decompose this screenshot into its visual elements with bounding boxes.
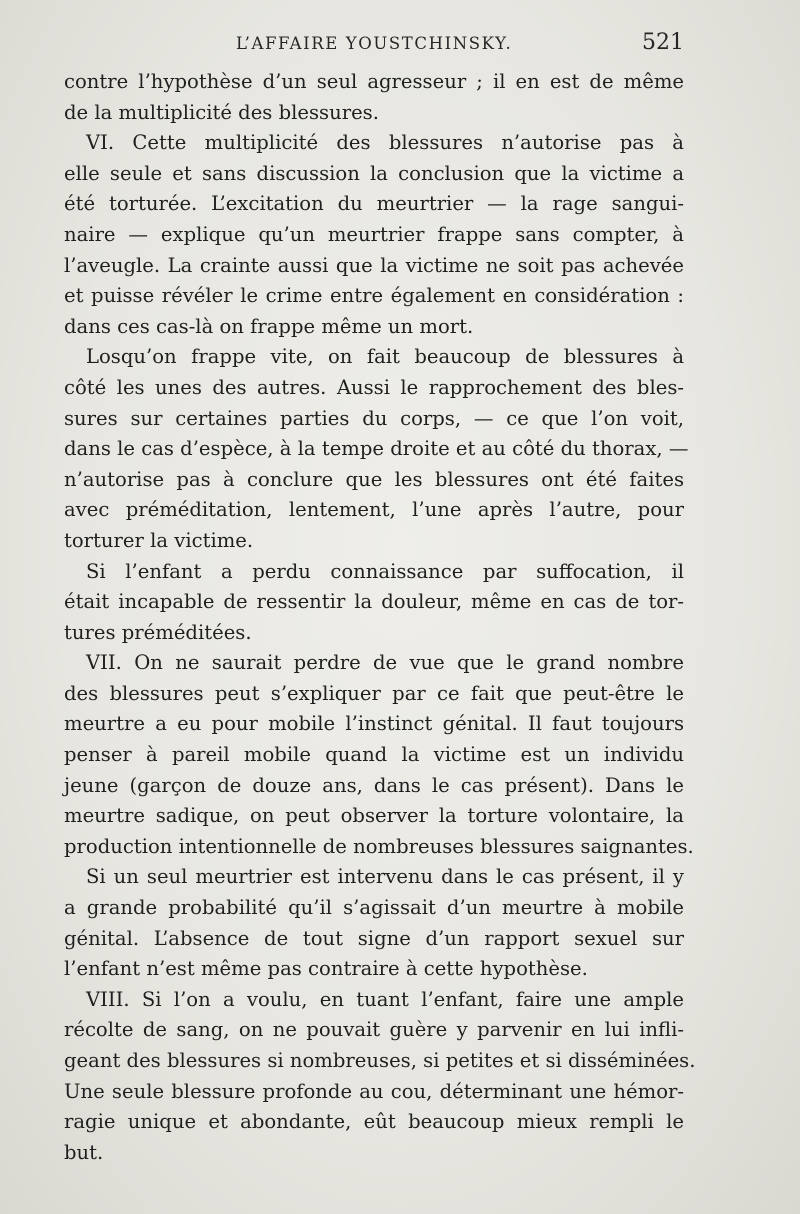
running-head [64,28,684,64]
text-line: Losqu’on frappe vite, on fait beaucoup de blessures à [86,345,684,369]
text-line: dans le cas d’espèce, à la tempe droite et au côté du thorax, — [64,437,689,461]
running-title: L’AFFAIRE YOUSTCHINSKY. [236,34,513,53]
text-line: tures préméditées. [64,620,252,644]
text-line: sures sur certaines parties du corps, — ce que l’on voit, [64,406,684,430]
text-line: production intentionnelle de nombreuses blessures saignantes. [64,834,694,858]
text-line: contre l’hypothèse d’un seul agresseur ; il en est de même [64,70,684,93]
text-line: a grande probabilité qu’il s’agissait d’un meurtre à mobile [64,896,684,920]
text-line: été torturée. L’excitation du meurtrier — la rage sangui- [64,192,684,216]
text-line: et puisse révéler le crime entre également en considération : [64,284,684,308]
text-line: VII. On ne saurait perdre de vue que le grand nombre [86,651,684,675]
text-line: l’aveugle. La crainte aussi que la victime ne soit pas achevée [64,253,684,277]
text-line: avec préméditation, lentement, l’une après l’autre, pour [64,498,684,522]
text-line: l’enfant n’est même pas contraire à cette hypothèse. [64,957,588,981]
text-line: Si l’enfant a perdu connaissance par suffocation, il [86,559,684,583]
text-line: penser à pareil mobile quand la victime est un individu [64,743,684,767]
text-line: côté les unes des autres. Aussi le rapprochement des bles- [64,375,684,399]
text-line: jeune (garçon de douze ans, dans le cas présent). Dans le [64,773,684,797]
text-line: but. [64,1140,104,1164]
text-line: récolte de sang, on ne pouvait guère y parvenir en lui infli- [64,1018,684,1042]
text-line: geant des blessures si nombreuses, si petites et si disséminées. [64,1049,696,1072]
text-line: VIII. Si l’on a voulu, en tuant l’enfant, faire une ample [86,987,684,1011]
text-line: Une seule blessure profonde au cou, déterminant une hémor- [64,1079,684,1103]
text-line: génital. L’absence de tout signe d’un rapport sexuel sur [64,926,684,950]
text-line: dans ces cas-là on frappe même un mort. [64,314,474,338]
text-line: était incapable de ressentir la douleur, même en cas de tor- [64,590,684,614]
text-line: elle seule et sans discussion la conclusion que la victime a [64,161,684,185]
text-line: de la multiplicité des blessures. [64,100,379,124]
text-line: ragie unique et abondante, eût beaucoup mieux rempli le [64,1110,684,1134]
text-line: naire — explique qu’un meurtrier frappe sans compter, à [64,222,684,246]
text-line: des blessures peut s’expliquer par ce fait que peut-être le [64,681,684,705]
text-line: torturer la victime. [64,528,254,552]
body-text [64,67,696,1168]
text-line: Si un seul meurtrier est intervenu dans le cas présent, il y [86,865,684,889]
text-line: n’autorise pas à conclure que les blessures ont été faites [64,467,684,491]
page-number: 521 [642,30,684,55]
text-line: meurtre sadique, on peut observer la torture volontaire, la [64,804,684,828]
text-line: meurtre a eu pour mobile l’instinct génital. Il faut toujours [64,712,684,736]
text-line: VI. Cette multiplicité des blessures n’autorise pas à [86,131,684,155]
